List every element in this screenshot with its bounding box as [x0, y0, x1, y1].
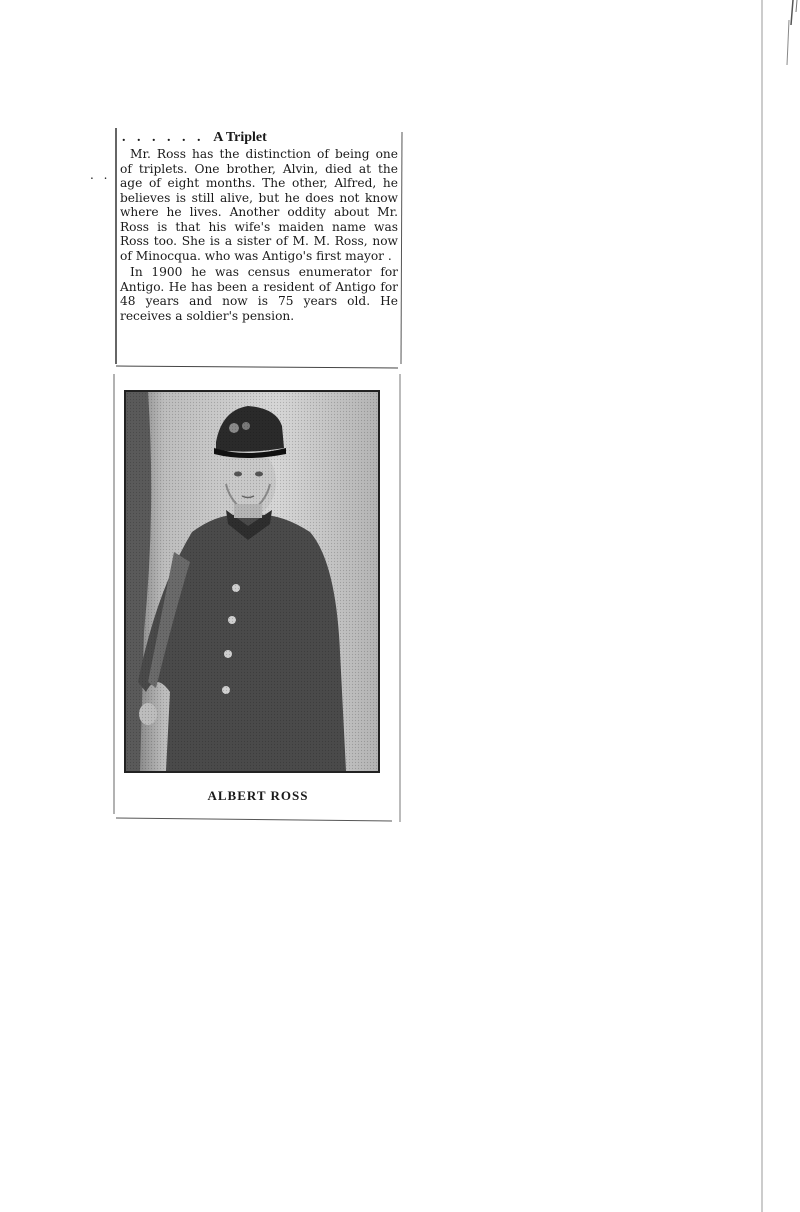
heading-dots: . . . . . . [122, 130, 205, 145]
scan-edge-marks [760, 0, 800, 1212]
soldier-portrait [124, 390, 380, 773]
photo-caption: ALBERT ROSS [207, 788, 309, 803]
article-paragraph-2: In 1900 he was census enumerator for Antigo. He has been a resident of Antigo for 48 years and now is 75 years old. He receives a soldier's pension. [120, 265, 398, 323]
heading-text: A Triplet [213, 130, 267, 145]
margin-dots: . . [90, 168, 111, 182]
article-paragraph-1: Mr. Ross has the distinction of being one of triplets. One brother, Alvin, died at the age of eight months. The other, Alfred, he believes is still alive, but he does not know where he lives. Another oddity about Mr. Ross is that his wife's maiden name was Ross too. She is a sister of M. M. Ross, now of Minocqua. who was Antigo's first mayor . [120, 147, 398, 263]
portrait-image [126, 392, 378, 771]
article-body [120, 147, 398, 323]
article-heading [122, 130, 392, 146]
